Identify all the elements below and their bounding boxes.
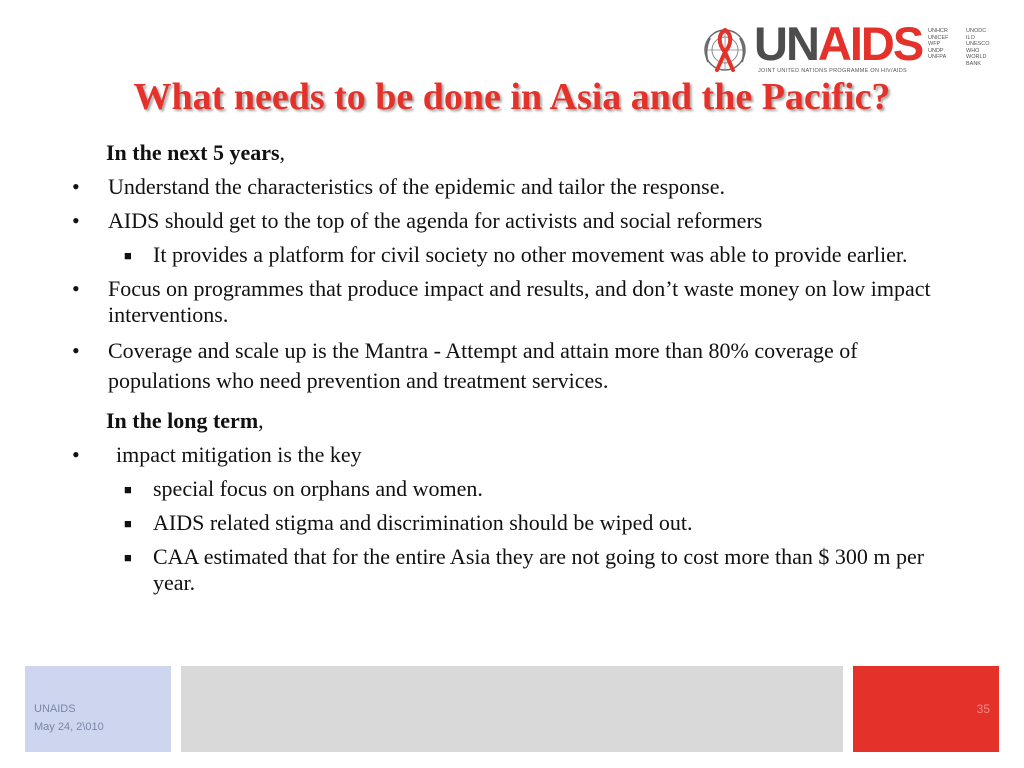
- logo-tagline: JOINT UNITED NATIONS PROGRAMME ON HIV/AIDS: [758, 68, 907, 74]
- bullet-text: Understand the characteristics of the epidemic and tailor the response.: [108, 174, 725, 199]
- bullet-dot-icon: •: [72, 276, 80, 301]
- bullet-text: AIDS should get to the top of the agenda for activists and social reformers: [108, 208, 763, 233]
- wordmark-aids: AIDS: [817, 17, 923, 70]
- footer-org: UNAIDS: [34, 703, 76, 715]
- square-bullet-icon: ■: [124, 482, 132, 497]
- bullet-dot-icon: •: [72, 174, 80, 199]
- cosponsor: WORLD BANK: [966, 54, 987, 67]
- bullet-item: [62, 336, 962, 396]
- section-heading-long-term: [62, 408, 962, 434]
- slide-title: What needs to be done in Asia and the Pacific?: [133, 76, 891, 118]
- wordmark-un: UN: [754, 17, 818, 70]
- section-heading-next-5-years: [62, 140, 962, 166]
- section-heading-text: In the long term: [106, 408, 259, 433]
- section-heading-suffix: ,: [279, 140, 286, 165]
- cosponsor-list: [928, 28, 1000, 68]
- sub-bullet-item: [62, 510, 962, 536]
- cosponsor: UNDP: [928, 47, 944, 54]
- cosponsor: UNFPA: [928, 54, 947, 61]
- footer-date: May 24, 2\010: [34, 721, 104, 733]
- sub-bullet-item: [62, 242, 962, 268]
- cosponsor: UNHCR: [928, 28, 948, 34]
- sub-bullet-text: AIDS related stigma and discrimination should be wiped out.: [153, 510, 693, 535]
- sub-bullet-text: It provides a platform for civil society no other movement was able to provide earlier.: [153, 242, 908, 267]
- slide-number: 35: [976, 702, 990, 716]
- cosponsor: UNESCO: [966, 41, 990, 48]
- bullet-text: Coverage and scale up is the Mantra - Attempt and attain more than 80% coverage of populations who need prevention and treatment services.: [108, 338, 858, 393]
- bullet-item: [62, 174, 962, 200]
- bullet-dot-icon: •: [72, 442, 80, 467]
- sub-bullet-text: CAA estimated that for the entire Asia they are not going to cost more than $ 300 m per year.: [153, 544, 925, 595]
- bullet-dot-icon: •: [72, 208, 80, 233]
- cosponsor: UNICEF: [928, 34, 949, 41]
- square-bullet-icon: ■: [124, 516, 132, 531]
- footer-info: [34, 700, 104, 736]
- bullet-item: [62, 208, 962, 234]
- bullet-item: [62, 276, 962, 328]
- section-heading-suffix: ,: [258, 408, 264, 433]
- square-bullet-icon: ■: [124, 550, 132, 565]
- bullet-text: impact mitigation is the key: [116, 442, 362, 467]
- section-heading-text: In the next 5 years: [106, 140, 280, 165]
- square-bullet-icon: ■: [124, 248, 132, 263]
- un-emblem-with-red-ribbon-icon: [700, 24, 750, 74]
- unaids-logo: [700, 17, 1000, 76]
- sub-bullet-item: [62, 476, 962, 502]
- cosponsor: WFP: [928, 41, 941, 48]
- sub-bullet-item: [62, 544, 962, 596]
- cosponsor: WHO: [966, 47, 980, 54]
- slide-body: [62, 140, 962, 604]
- bullet-dot-icon: •: [72, 338, 80, 363]
- footer-middle-panel: [181, 666, 843, 752]
- unaids-wordmark: [754, 16, 922, 72]
- bullet-item: [62, 442, 962, 468]
- bullet-text: Focus on programmes that produce impact and results, and don’t waste money on low impact interventions.: [108, 276, 931, 327]
- sub-bullet-text: special focus on orphans and women.: [153, 476, 483, 501]
- cosponsor: ILO: [966, 34, 975, 41]
- cosponsor: UNODC: [966, 28, 987, 34]
